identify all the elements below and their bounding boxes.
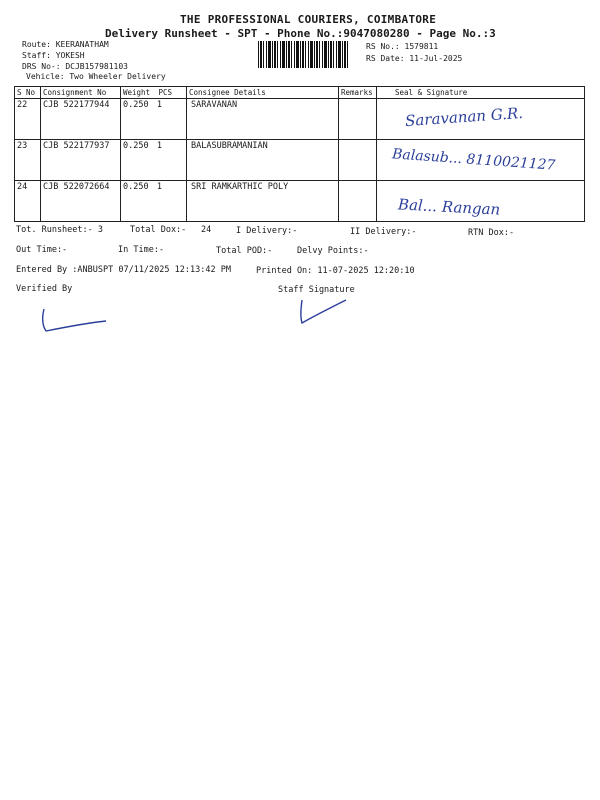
- cell-weight: 0.250: [123, 100, 149, 110]
- cell-pcs: 1: [156, 182, 162, 192]
- cell-weight-pcs: [121, 99, 187, 140]
- staff-label: Staff: YOKESH: [22, 51, 85, 60]
- total-dox-value: 24: [201, 225, 212, 235]
- company-title: THE PROFESSIONAL COURIERS, COIMBATORE: [180, 13, 437, 26]
- rtn-dox: RTN Dox:-: [468, 228, 515, 238]
- out-time: Out Time:-: [16, 245, 68, 255]
- barcode: [258, 41, 350, 68]
- table-header-row: [15, 87, 585, 99]
- cell-sno: 23: [15, 140, 41, 181]
- col-signature: Seal & Signature: [377, 87, 585, 99]
- col-remarks: Remarks: [339, 87, 377, 99]
- cell-consignee: SRI RAMKARTHIC POLY: [187, 181, 339, 222]
- staff-signature-mark: [294, 296, 354, 326]
- rs-date: RS Date: 11-Jul-2025: [366, 54, 463, 63]
- col-consignee: Consignee Details: [187, 87, 339, 99]
- col-consignment: Consignment No: [41, 87, 121, 99]
- cell-consignment: CJB 522177944: [41, 99, 121, 140]
- cell-consignment: CJB 522177937: [41, 140, 121, 181]
- printed-on: Printed On: 11-07-2025 12:20:10: [256, 266, 415, 276]
- verified-by-signature-mark: [36, 305, 116, 335]
- signature-row-23: Balasub... 8110021127: [391, 146, 556, 174]
- ii-delivery: II Delivery:-: [350, 227, 417, 237]
- vehicle-label: Vehicle: Two Wheeler Delivery: [26, 72, 166, 81]
- col-sno: S No: [15, 87, 41, 99]
- cell-remarks: [339, 99, 377, 140]
- cell-weight-pcs: [121, 181, 187, 222]
- entered-by: Entered By :ANBUSPT 07/11/2025 12:13:42 PM: [16, 265, 231, 275]
- verified-by-label: Verified By: [16, 284, 73, 294]
- cell-sno: 22: [15, 99, 41, 140]
- cell-consignee: BALASUBRAMANIAN: [187, 140, 339, 181]
- cell-weight: 0.250: [123, 141, 149, 151]
- i-delivery: I Delivery:-: [236, 226, 298, 236]
- rs-number: RS No.: 1579811: [366, 42, 439, 51]
- cell-pcs: 1: [156, 100, 162, 110]
- cell-consignee: SARAVANAN: [187, 99, 339, 140]
- cell-sno: 24: [15, 181, 41, 222]
- cell-pcs: 1: [156, 141, 162, 151]
- tot-runsheet: Tot. Runsheet:- 3: [16, 225, 103, 235]
- signature-row-24: Bal... Rangan: [397, 195, 501, 219]
- total-dox-label: Total Dox:-: [130, 225, 187, 235]
- col-pcs: PCS: [158, 88, 172, 97]
- signature-row-22: Saravanan G.R.: [404, 103, 524, 131]
- runsheet-subtitle: Delivery Runsheet - SPT - Phone No.:9047080280 - Page No.:3: [105, 27, 496, 40]
- col-weight: Weight: [123, 88, 151, 97]
- cell-remarks: [339, 181, 377, 222]
- cell-remarks: [339, 140, 377, 181]
- route-label: Route: KEERANATHAM: [22, 40, 109, 49]
- col-weight-pcs: [121, 87, 187, 99]
- in-time: In Time:-: [118, 245, 165, 255]
- cell-weight-pcs: [121, 140, 187, 181]
- staff-signature-label: Staff Signature: [278, 285, 355, 295]
- drs-number: DRS No-: DCJB157981103: [22, 62, 128, 71]
- delvy-points: Delvy Points:-: [297, 246, 369, 256]
- cell-weight: 0.250: [123, 182, 149, 192]
- total-pod: Total POD:-: [216, 246, 273, 256]
- cell-consignment: CJB 522072664: [41, 181, 121, 222]
